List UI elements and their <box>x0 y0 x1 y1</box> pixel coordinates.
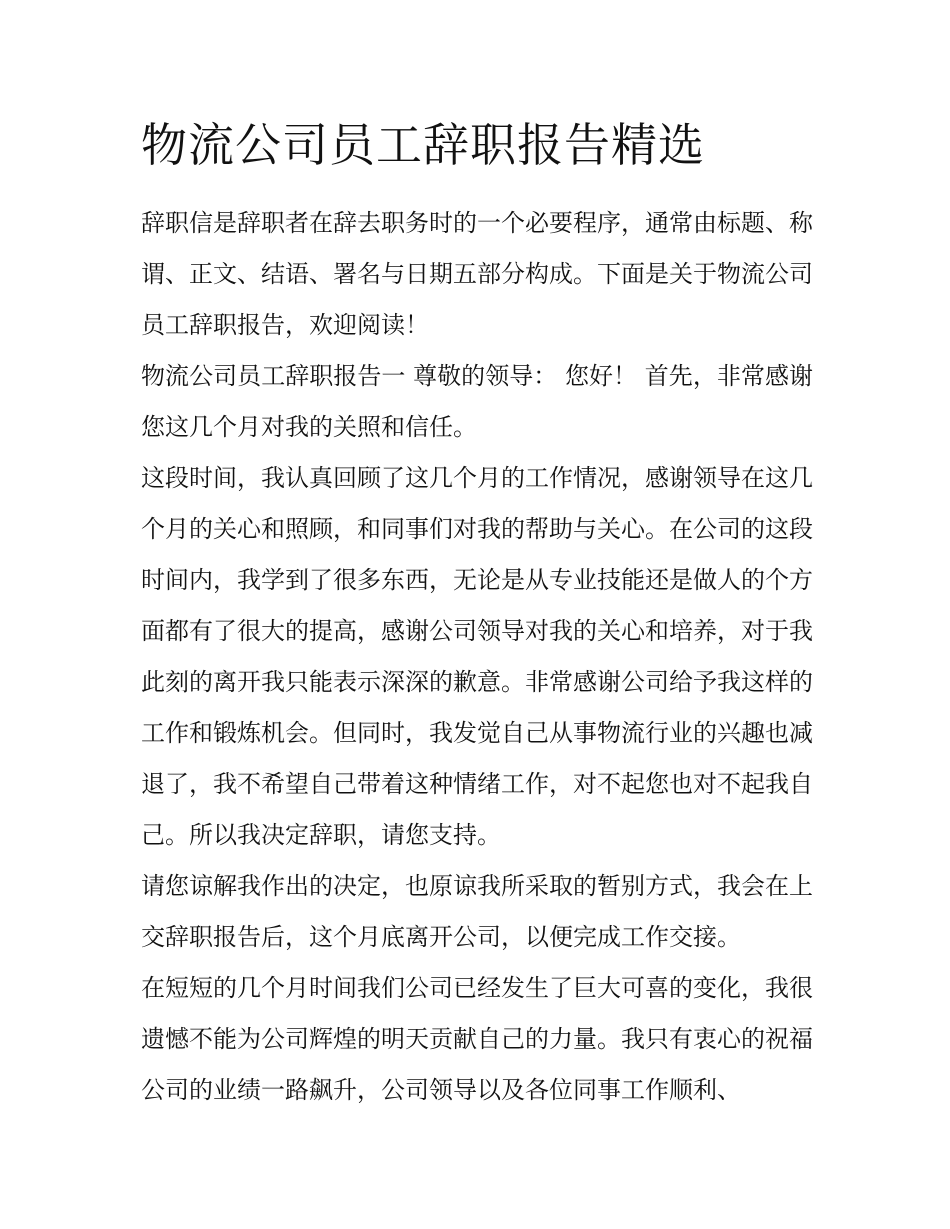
body-paragraph: 这段时间，我认真回顾了这几个月的工作情况，感谢领导在这几个月的关心和照顾，和同事们对我的帮助与关心。在公司的这段时间内，我学到了很多东西，无论是从专业技能还是做人的个方面都有了很大的提高，感谢公司领导对我的关心和培养，对于我此刻的离开我只能表示深深的歉意。非常感谢公司给予我这样的工作和锻炼机会。但同时，我发觉自己从事物流行业的兴趣也减退了，我不希望自己带着这种情绪工作，对不起您也对不起我自己。所以我决定辞职，请您支持。 <box>141 464 813 849</box>
body-paragraph: 在短短的几个月时间我们公司已经发生了巨大可喜的变化，我很遗憾不能为公司辉煌的明天贡献自己的力量。我只有衷心的祝福公司的业绩一路飙升，公司领导以及各位同事工作顺利、 <box>141 974 813 1104</box>
document-body <box>141 112 813 1116</box>
intro-paragraph: 辞职信是辞职者在辞去职务时的一个必要程序，通常由标题、称谓、正文、结语、署名与日期五部分构成。下面是关于物流公司员工辞职报告，欢迎阅读！ <box>141 209 813 339</box>
document-title: 物流公司员工辞职报告精选 <box>141 118 705 172</box>
greeting-paragraph: 物流公司员工辞职报告一 尊敬的领导： 您好！ 首先，非常感谢您这几个月对我的关照和信任。 <box>141 362 813 441</box>
body-paragraph: 请您谅解我作出的决定，也原谅我所采取的暂别方式，我会在上交辞职报告后，这个月底离开公司，以便完成工作交接。 <box>141 872 813 951</box>
